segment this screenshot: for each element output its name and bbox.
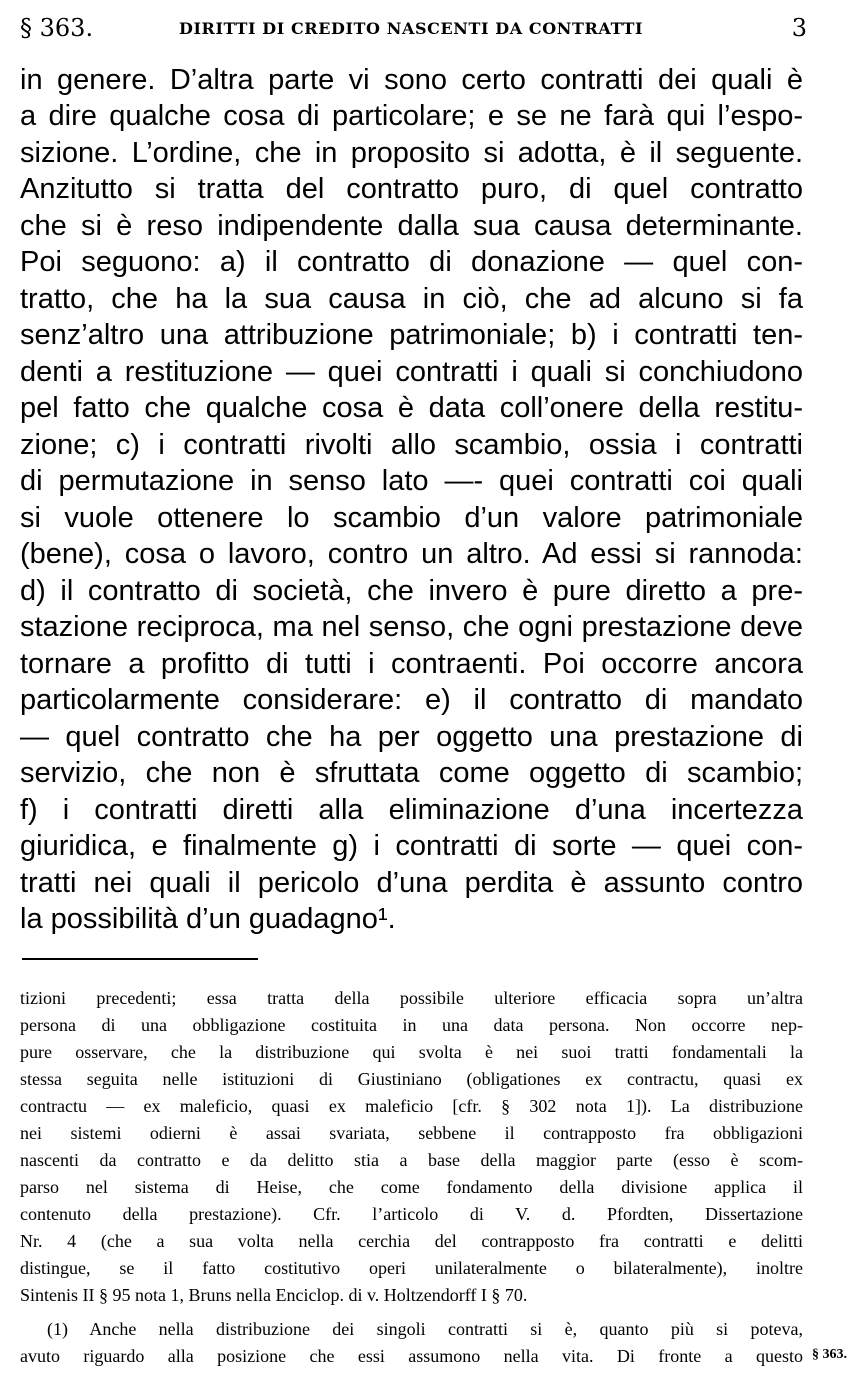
body-text-line: che si è reso indipendente dalla sua causa determinante. [20,210,803,242]
body-text-line: — quel contratto che ha per oggetto una prestazione di [20,721,803,753]
body-text-line: tornare a profitto di tutti i contraenti. Poi occorre ancora [20,648,803,680]
body-text-line: d) il contratto di società, che invero è pure diretto a pre- [20,575,803,607]
footnote-line: pure osservare, che la distribuzione qui svolta è nei suoi tratti fondamentali la [20,1042,803,1062]
margin-section-note: § 363. [812,1347,847,1362]
footnote-line: avuto riguardo alla posizione che essi assumono nella vita. Di fronte a questo [20,1346,803,1366]
body-text-line: giuridica, e finalmente g) i contratti di sorte — quei con- [20,830,803,862]
body-text-line: particolarmente considerare: e) il contratto di mandato [20,684,803,716]
footnote-line: nei sistemi odierni è assai svariata, sebbene il contrapposto fra obbligazioni [20,1123,803,1143]
body-text-line: stazione reciproca, ma nel senso, che ogni prestazione deve [20,611,803,643]
page-number: 3 [791,14,807,42]
body-text-line: a dire qualche cosa di particolare; e se ne farà qui l’espo- [20,100,803,132]
footnote-line: tizioni precedenti; essa tratta della possibile ulteriore efficacia sopra un’altra [20,988,803,1008]
header-title: DIRITTI DI CREDITO NASCENTI DA CONTRATTI [179,19,644,38]
footnote-line: distingue, se il fatto costitutivo operi unilateralmente o bilateralmente), inoltre [20,1258,803,1278]
body-text-line: Anzitutto si tratta del contratto puro, di quel contratto [20,173,803,205]
body-text-line: zione; c) i contratti rivolti allo scambio, ossia i contratti [20,429,803,461]
body-text-line: Poi seguono: a) il contratto di donazione — quel con- [20,246,803,278]
body-text-line: di permutazione in senso lato —- quei contratti coi quali [20,465,803,497]
body-text-line: la possibilità d’un guadagno¹. [20,903,396,935]
body-text-line: tratto, che ha la sua causa in ciò, che ad alcuno si fa [20,283,803,315]
header-section-number: § 363. [20,14,94,42]
footnote-line: Nr. 4 (che a sua volta nella cerchia del contrapposto fra contratti e delitti [20,1231,803,1251]
footnote-line: Sintenis II § 95 nota 1, Bruns nella Enciclop. di v. Holtzendorff I § 70. [20,1285,528,1305]
body-text-line: si vuole ottenere lo scambio d’un valore patrimoniale [20,502,803,534]
footnote-line: stessa seguita nelle istituzioni di Giustiniano (obligationes ex contractu, quasi ex [20,1069,803,1089]
footnote-line: contractu — ex maleficio, quasi ex maleficio [cfr. § 302 nota 1]). La distribuzione [20,1096,803,1116]
body-text-line: sizione. L’ordine, che in proposito si adotta, è il seguente. [20,137,803,169]
footnote-line: persona di una obbligazione costituita in una data persona. Non occorre nep- [20,1015,803,1035]
footnote-line: parso nel sistema di Heise, che come fondamento della divisione applica il [20,1177,803,1197]
body-text-line: denti a restituzione — quei contratti i quali si conchiudono [20,356,803,388]
footnote-separator [22,958,258,960]
body-text-line: (bene), cosa o lavoro, contro un altro. Ad essi si rannoda: [20,538,803,570]
body-text-line: senz’altro una attribuzione patrimoniale; b) i contratti ten- [20,319,803,351]
running-header [20,10,807,44]
body-text-line: servizio, che non è sfruttata come oggetto di scambio; [20,757,803,789]
body-text-line: tratti nei quali il pericolo d’una perdita è assunto contro [20,867,803,899]
footnote-line: nascenti da contratto e da delitto stia a base della maggior parte (esso è scom- [20,1150,803,1170]
body-text-line: f) i contratti diretti alla eliminazione d’una incertezza [20,794,803,826]
body-text-line: pel fatto che qualche cosa è data coll’onere della restitu- [20,392,803,424]
body-text-line: in genere. D’altra parte vi sono certo contratti dei quali è [20,64,803,96]
footnote-line: contenuto della prestazione). Cfr. l’articolo di V. d. Pfordten, Dissertazione [20,1204,803,1224]
footnote-line: (1) Anche nella distribuzione dei singoli contratti si è, quanto più si poteva, [47,1319,803,1339]
